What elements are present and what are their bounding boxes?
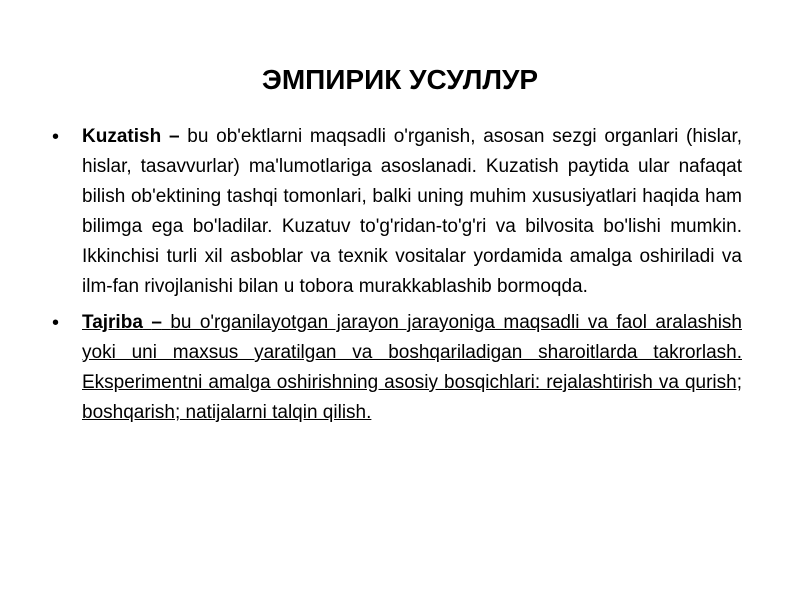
bullet-list: [52, 122, 742, 434]
term-dash: –: [151, 312, 162, 333]
bullet-icon: •: [52, 312, 60, 334]
term-tajriba: Tajriba: [82, 312, 143, 333]
bullet-item-kuzatish: [52, 122, 742, 302]
definition-tajriba: bu o'rganilayotgan jarayon jarayoniga maqsadli va faol aralashish yoki uni maxsus yaratilgan va boshqariladigan sharoitlarda takrorlash. Eksperimentni amalga oshirishning asosiy bosqichlari: rejalashtirish va qurish; boshqarish; natijalarni talqin qilish.: [82, 312, 742, 423]
term-kuzatish: Kuzatish: [82, 126, 162, 147]
definition-kuzatish: bu ob'ektlarni maqsadli o'rganish, asosan sezgi organlari (hislar, hislar, tasavvurlar) ma'lumotlariga asoslanadi. Kuzatish paytida ular nafaqat bilish ob'ektining tashqi tomonlari, balki uning muhim xususiyatlari haqida ham bilimga ega bo'ladilar. Kuzatuv to'g'ridan-to'g'ri va bilvosita bo'lishi mumkin. Ikkinchisi turli xil asboblar va texnik vositalar yordamida amalga oshiriladi va ilm-fan rivojlanishi bilan u tobora murakkablashib bormoqda.: [82, 126, 742, 297]
slide-title: ЭМПИРИК УСУЛЛУР: [261, 64, 539, 95]
term-dash: –: [168, 126, 180, 147]
bullet-icon: •: [52, 126, 60, 148]
bullet-item-tajriba: [52, 308, 742, 428]
